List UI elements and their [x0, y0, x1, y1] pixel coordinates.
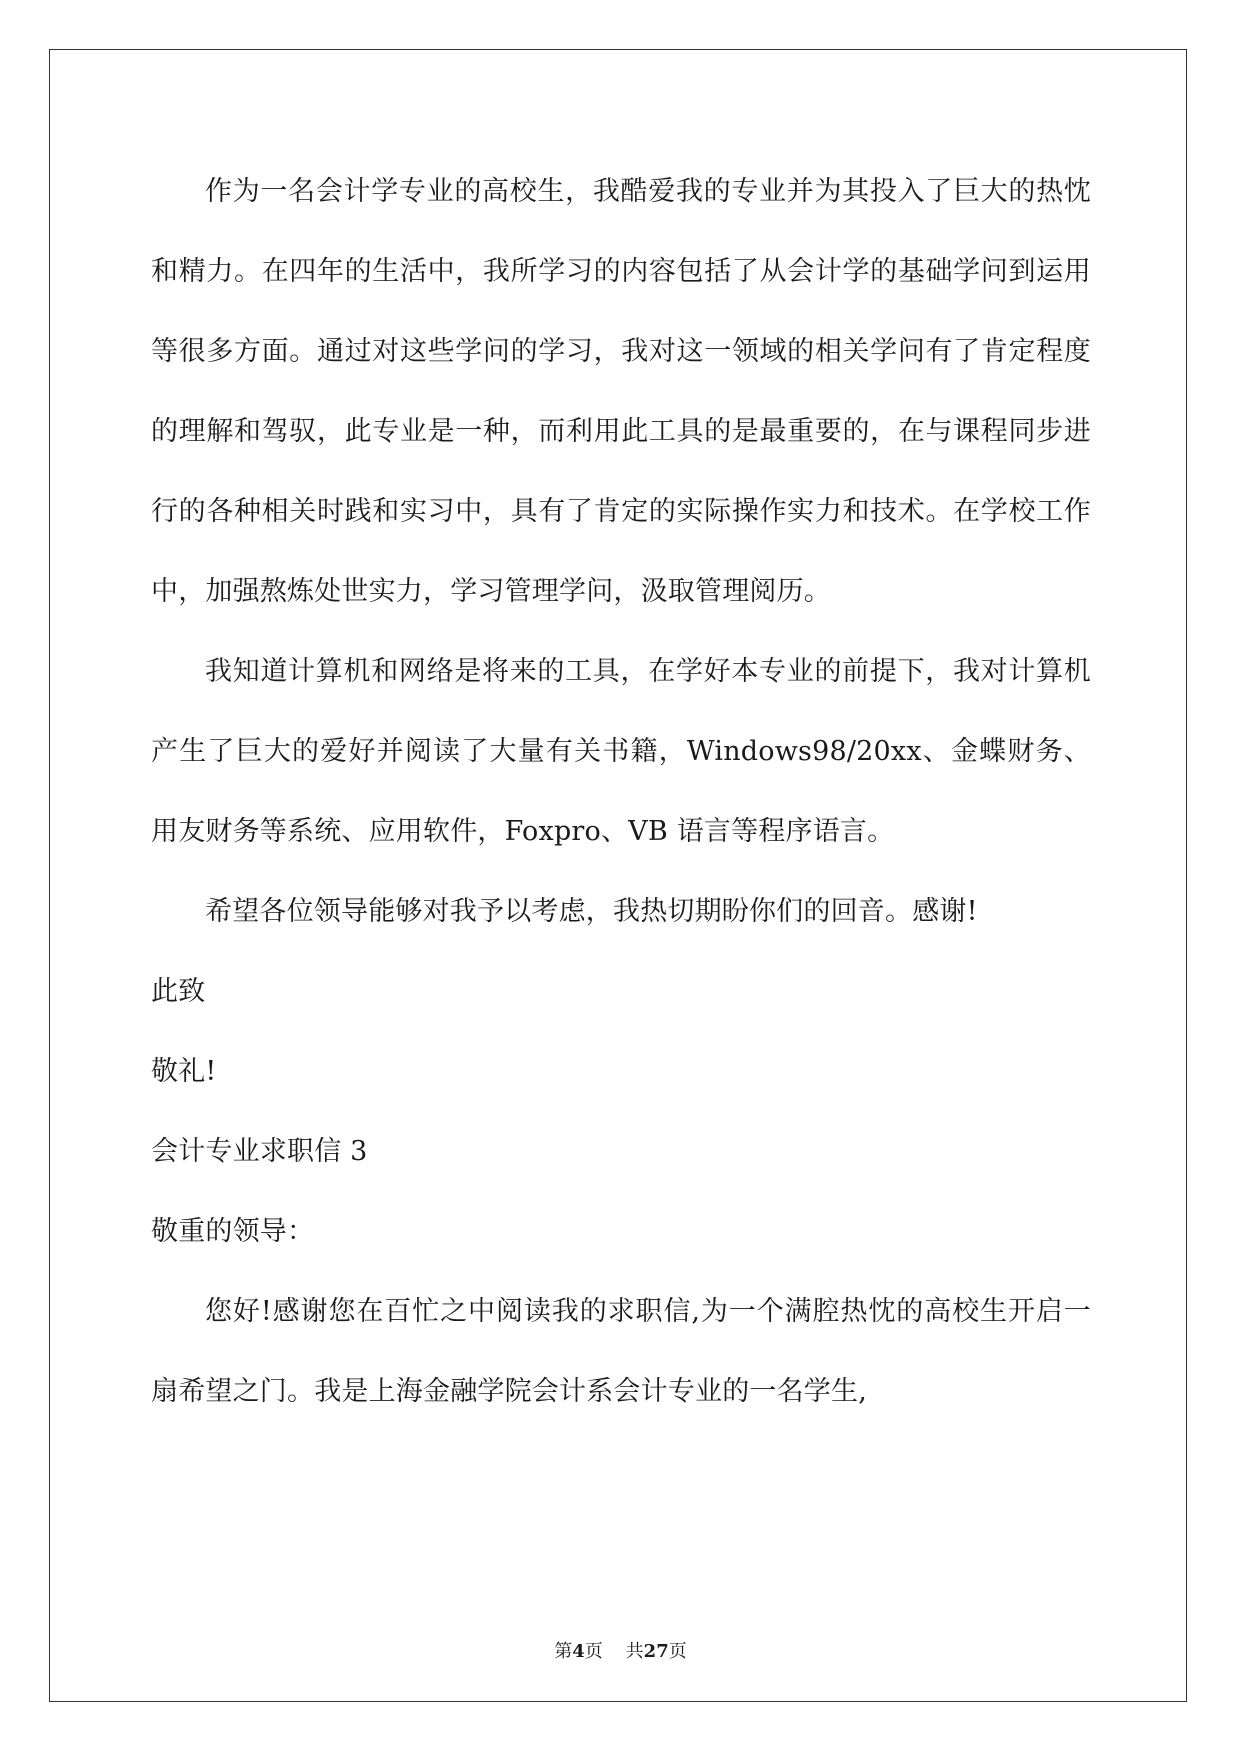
section-title: 会计专业求职信 3: [151, 1136, 368, 1167]
paragraph-1: 作为一名会计学专业的高校生，我酷爱我的专业并为其投入了巨大的热忱和精力。在四年的生活中，我所学习的内容包括了从会计学的基础学问到运用等很多方面。通过对这些学问的学习，我对这一领域的相关学问有了肯定程度的理解和驾驭，此专业是一种，而利用此工具的是最重要的，在与课程同步进行的各种相关时践和实习中，具有了肯定的实际操作实力和技术。在学校工作中，加强熬炼处世实力，学习管理学问，汲取管理阅历。: [151, 176, 1091, 607]
letter-paragraph: 您好!感谢您在百忙之中阅读我的求职信,为一个满腔热忱的高校生开启一扇希望之门。我是上海金融学院会计系会计专业的一名学生,: [151, 1296, 1091, 1407]
footer-total-pages: 27: [643, 1641, 669, 1662]
document-body: [151, 152, 1091, 1432]
paragraph-2: 我知道计算机和网络是将来的工具，在学好本专业的前提下，我对计算机产生了巨大的爱好并阅读了大量有关书籍，Windows98/20xx、金蝶财务、用友财务等系统、应用软件，Foxpro、VB 语言等程序语言。: [151, 656, 1091, 847]
footer-page-number: 4: [572, 1641, 585, 1662]
salutation: 敬重的领导：: [151, 1216, 315, 1247]
footer-total-prefix: 共: [625, 1641, 644, 1662]
footer-total-suffix: 页: [668, 1641, 687, 1662]
closing-line-2: 敬礼!: [151, 1056, 217, 1087]
closing-line-1: 此致: [151, 976, 206, 1007]
footer-page-prefix: 第: [554, 1641, 573, 1662]
footer-page-suffix: 页: [584, 1641, 603, 1662]
paragraph-3: 希望各位领导能够对我予以考虑，我热切期盼你们的回音。感谢!: [205, 896, 978, 927]
page-footer: [0, 1637, 1241, 1663]
